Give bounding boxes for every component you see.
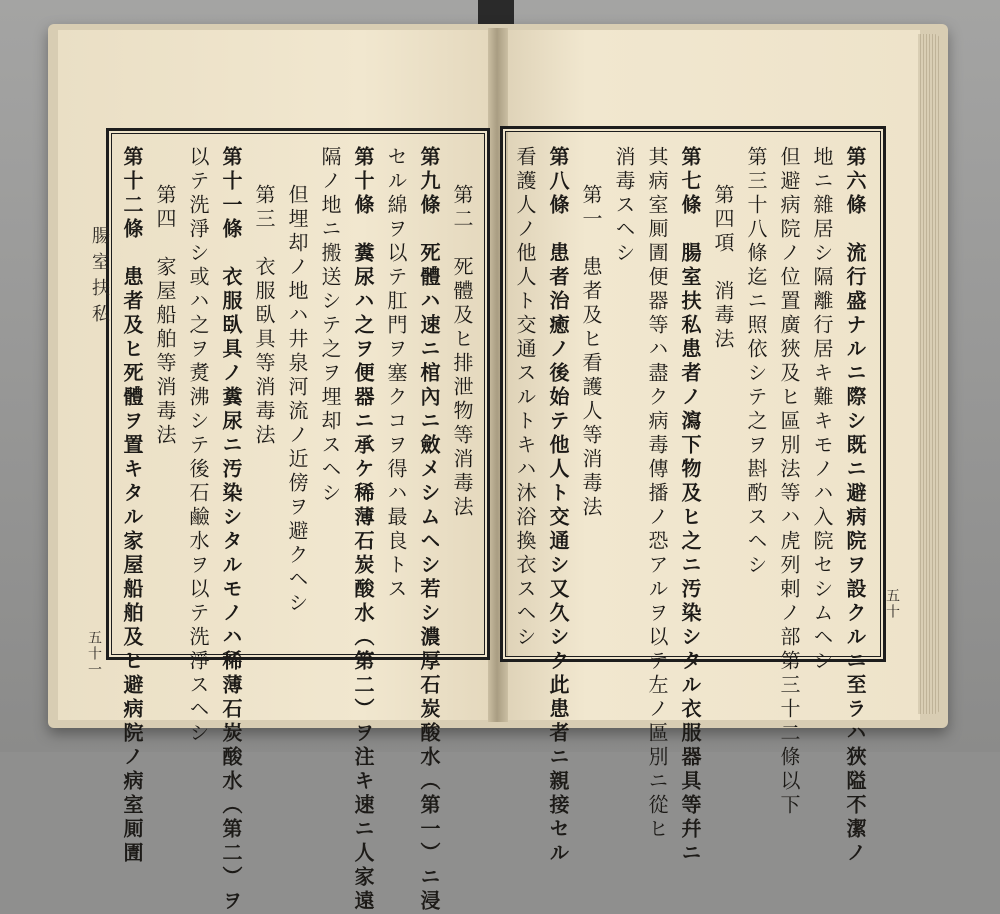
text-column-right-1: 第六條 流行盛ナルニ際シ既ニ避病院ヲ設クルニ至ラハ狹隘不潔ノ <box>843 146 867 866</box>
text-column-left-1: 第二 死體及ヒ排泄物等消毒法 <box>450 184 474 520</box>
text-column-left-4: 第十條 糞尿ハ之ヲ便器ニ承ケ稀薄石炭酸水（第二）ヲ注キ速ニ人家遠 <box>351 146 375 914</box>
page-number-left: 五十一 <box>86 630 102 678</box>
text-column-left-11: 第十二條 患者及ヒ死體ヲ置キタル家屋船舶及ヒ避病院ノ病室厠圊 <box>120 146 144 866</box>
text-column-left-2: 第九條 死體ハ速ニ棺內ニ斂メシムヘシ若シ濃厚石炭酸水（第一）ニ浸 <box>417 146 441 914</box>
text-column-right-9: 第一 患者及ヒ看護人等消毒法 <box>579 184 603 520</box>
text-column-left-3: セル綿ヲ以テ肛門ヲ塞クコヲ得ハ最良トス <box>384 146 408 602</box>
page-edges <box>918 34 940 714</box>
text-column-left-6: 但埋却ノ地ハ井泉河流ノ近傍ヲ避クヘシ <box>285 184 309 616</box>
page-number-right: 五十 <box>884 588 900 620</box>
text-column-left-9: 以テ洗淨シ或ハ之ヲ煑沸シテ後石鹼水ヲ以テ洗淨スヘシ <box>186 146 210 746</box>
text-column-right-8: 消毒スヘシ <box>612 146 636 266</box>
text-column-left-10: 第四 家屋船舶等消毒法 <box>153 184 177 448</box>
running-title: 腸室扶私 <box>89 226 110 330</box>
text-column-right-5: 第四項 消毒法 <box>711 184 735 352</box>
text-column-right-2: 地ニ雜居シ隔離行居キ難キモノハ入院セシムヘシ <box>810 146 834 674</box>
text-column-left-8: 第十一條 衣服臥具ノ糞尿ニ汚染シタルモノハ稀薄石炭酸水（第二）ヲ <box>219 146 243 914</box>
text-column-right-7: 其病室厠圊便器等ハ盡ク病毒傳播ノ恐アルヲ以テ左ノ區別ニ從ヒ <box>645 146 669 842</box>
text-column-right-10: 第八條 患者治癒ノ後始テ他人ト交通シ又久シク此患者ニ親接セル <box>546 146 570 866</box>
text-column-right-3: 但避病院ノ位置廣狹及ヒ區別法等ハ虎列剌ノ部第三十二條以下 <box>777 146 801 818</box>
text-column-right-6: 第七條 腸室扶私患者ノ瀉下物及ヒ之ニ汚染シタル衣服器具等幷ニ <box>678 146 702 866</box>
text-column-left-7: 第三 衣服臥具等消毒法 <box>252 184 276 448</box>
text-column-right-11: 看護人ノ他人ト交通スルトキハ沐浴換衣スヘシ <box>513 146 537 650</box>
text-column-left-5: 隔ノ地ニ搬送シテ之ヲ埋却スヘシ <box>318 146 342 506</box>
text-column-right-4: 第三十八條迄ニ照依シテ之ヲ斟酌スヘシ <box>744 146 768 578</box>
